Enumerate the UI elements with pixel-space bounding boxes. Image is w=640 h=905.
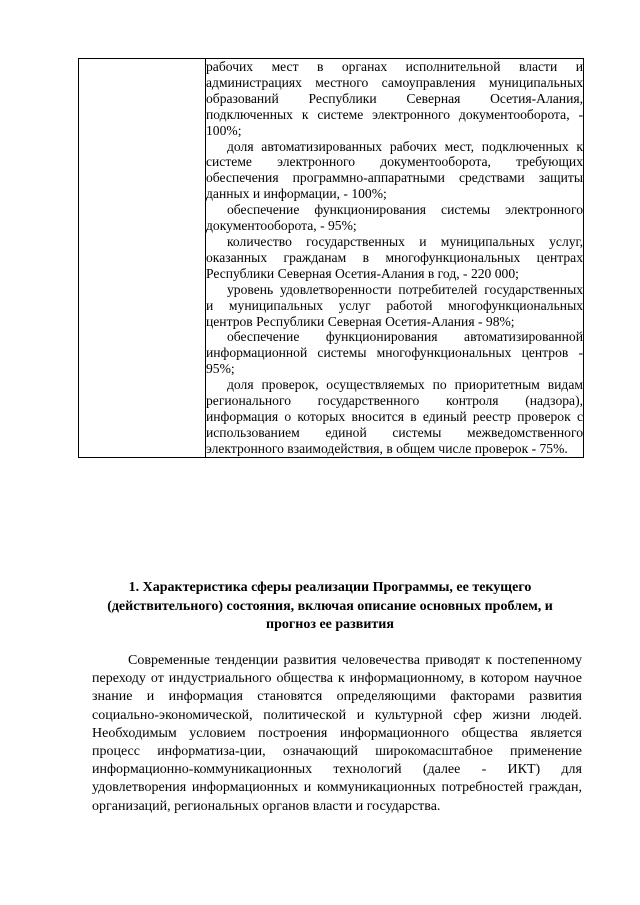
section-heading-line: 1. Характеристика сферы реализации Программы, ее текущего <box>128 580 532 595</box>
indicator-paragraph: количество государственных и муниципальных услуг, оказанных гражданам в многофункциональных центрах Республики Северная Осетия-Алания в год, - 220 000; <box>206 233 583 281</box>
indicator-paragraph: доля проверок, осуществляемых по приоритетным видам регионального государственного контроля (надзора), информация о которых вносится в единый реестр проверок с использованием единой системы межведомственного электронного взаимодействия, в общем числе проверок - 75%. <box>206 377 583 456</box>
body-paragraph: Современные тенденции развития человечества приводят к постепенному переходу от индустриального общества к информационному, в котором научное знание и информация становятся определяющими факторами развития социально-экономической, политической и культурной сфер жизни людей. Необходимым условием построения информационного общества является процесс информатиза-ции, означающий широкомасштабное применение информационно-коммуникационных технологий (далее - ИКТ) для удовлетворения информационных и коммуникационных потребностей граждан, организаций, региональных органов власти и государства. <box>92 653 582 814</box>
indicator-paragraph: уровень удовлетворенности потребителей государственных и муниципальных услуг работой многофункциональных центров Республики Северная Осетия-Алания - 98%; <box>206 281 583 329</box>
section-heading <box>80 579 580 635</box>
indicator-paragraph: доля автоматизированных рабочих мест, подключенных к системе электронного документооборота, требующих обеспечения программно-аппаратными средствами защиты данных и информации, - 100%; <box>206 138 583 202</box>
section-heading-line: прогноз ее развития <box>266 617 394 632</box>
section-body <box>92 652 582 816</box>
program-indicators-table <box>78 58 584 458</box>
indicator-paragraph: обеспечение функционирования системы электронного документооборота, - 95%; <box>206 202 583 234</box>
table-cell-indicators <box>206 59 584 458</box>
indicator-paragraph: обеспечение функционирования автоматизированной информационной системы многофункциональных центров - 95%; <box>206 329 583 377</box>
table-cell-empty <box>79 59 206 458</box>
table-row <box>79 59 584 458</box>
section-heading-line: (действительного) состояния, включая описание основных проблем, и <box>107 598 553 614</box>
indicator-paragraph: рабочих мест в органах исполнительной власти и администрациях местного самоуправления муниципальных образований Республики Северная Осетия-Алания, подключенных к системе электронного документооборота, - 100%; <box>206 59 583 138</box>
